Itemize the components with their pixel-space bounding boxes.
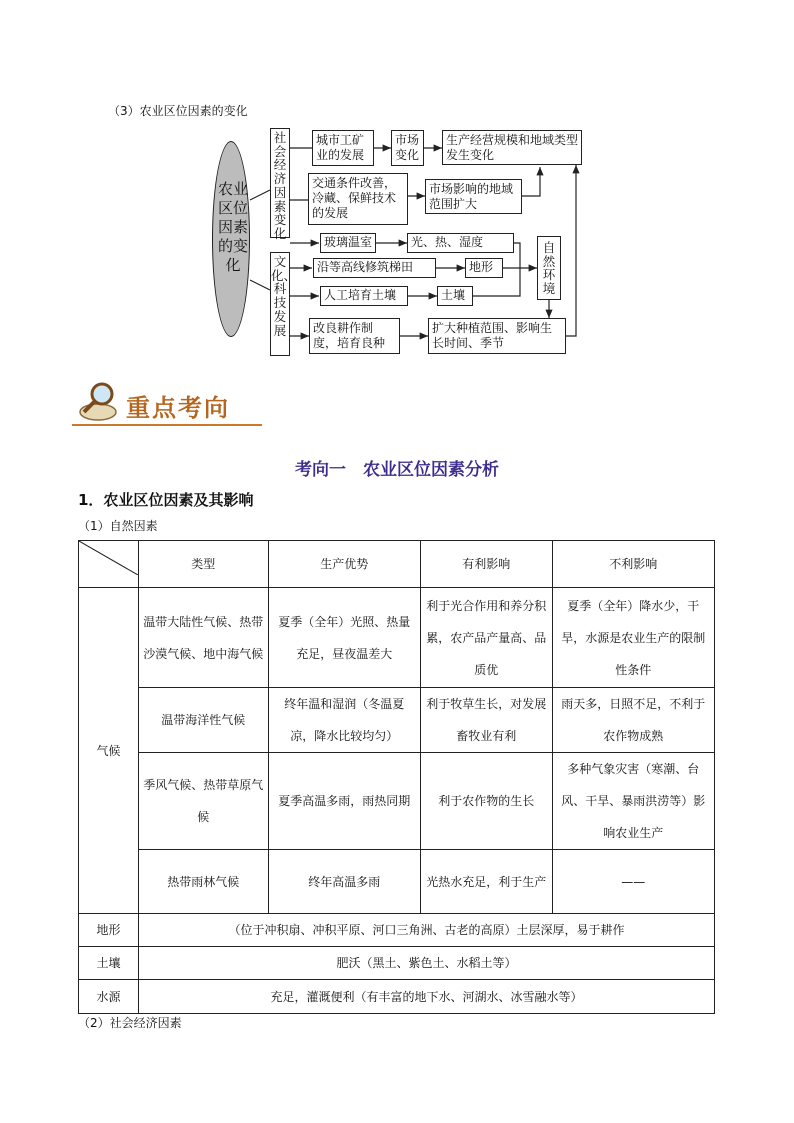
table-row <box>79 588 715 688</box>
table-row <box>79 914 715 947</box>
improve-box: 改良耕作制度，培育良种 <box>309 318 400 354</box>
diagonal-line <box>79 541 138 575</box>
table-header-row <box>79 541 715 588</box>
light-heat-box: 光、热、湿度 <box>407 233 514 253</box>
soil-text: 肥沃（黑土、紫色土、水稻土等） <box>139 947 715 980</box>
row4-type: 热带雨林气候 <box>139 850 269 914</box>
row3-type: 季风气候、热带草原气候 <box>139 753 269 850</box>
row3-advantage: 夏季高温多雨，雨热同期 <box>268 753 420 850</box>
water-label: 水源 <box>79 980 139 1014</box>
terrain-box: 地形 <box>465 258 503 278</box>
market-range-box: 市场影响的地域范围扩大 <box>425 179 522 214</box>
expand-box: 扩大种植范围、影响生长时间、季节 <box>428 318 566 354</box>
banner-underline <box>72 424 262 426</box>
soil-label: 土壤 <box>79 947 139 980</box>
market-change-box: 市场变化 <box>391 130 424 166</box>
table-row <box>79 688 715 753</box>
row4-favorable: 光热水充足，利于生产 <box>421 850 553 914</box>
row3-unfavorable: 多种气象灾害（寒潮、台风、干旱、暴雨洪涝等）影响农业生产 <box>552 753 714 850</box>
table-row <box>79 850 715 914</box>
natural-factors-table <box>78 540 715 1014</box>
table-row <box>79 753 715 850</box>
transport-box: 交通条件改善，冷藏、保鲜技术的发展 <box>308 173 408 225</box>
row2-unfavorable: 雨天多，日照不足，不利于农作物成熟 <box>552 688 714 753</box>
topic-title: 考向一 农业区位因素分析 <box>295 460 499 480</box>
table-row <box>79 980 715 1014</box>
row2-advantage: 终年温和湿润（冬温夏凉，降水比较均匀） <box>268 688 420 753</box>
header-advantage: 生产优势 <box>268 541 420 588</box>
table-row <box>79 947 715 980</box>
greenhouse-box: 玻璃温室 <box>320 233 376 253</box>
row2-favorable: 利于牧草生长，对发展畜牧业有利 <box>421 688 553 753</box>
heading-1: 1．农业区位因素及其影响 <box>78 491 254 509</box>
banner-text: 重点考向 <box>126 393 230 422</box>
header-favorable: 有利影响 <box>421 541 553 588</box>
diagonal-corner-cell <box>79 541 139 588</box>
row1-type: 温带大陆性气候、热带沙漠气候、地中海气候 <box>139 588 269 688</box>
terrace-box: 沿等高线修筑梯田 <box>313 258 436 278</box>
urban-industry-box: 城市工矿业的发展 <box>312 130 374 166</box>
natural-factors-label: （1）自然因素 <box>78 519 158 533</box>
row2-type: 温带海洋性气候 <box>139 688 269 753</box>
center-label: 农业区位因素的变化 <box>217 180 248 274</box>
soil-box: 土壤 <box>437 286 473 306</box>
row3-favorable: 利于农作物的生长 <box>421 753 553 850</box>
scale-change-box: 生产经营规模和地域类型发生变化 <box>442 130 582 165</box>
magnifier-book-icon <box>78 380 122 424</box>
section-3-label: （3）农业区位因素的变化 <box>108 104 248 118</box>
terrain-text: （位于冲积扇、冲积平原、河口三角洲、古老的高原）土层深厚，易于耕作 <box>139 914 715 947</box>
row4-advantage: 终年高温多雨 <box>268 850 420 914</box>
header-unfavorable: 不利影响 <box>552 541 714 588</box>
row1-unfavorable: 夏季（全年）降水少，干旱，水源是农业生产的限制性条件 <box>552 588 714 688</box>
nature-box: 自然环境 <box>537 236 561 300</box>
artificial-soil-box: 人工培育土壤 <box>320 286 408 306</box>
climate-label: 气候 <box>79 588 139 914</box>
culture-tech-box: 文化、科技发展 <box>270 252 290 356</box>
row4-unfavorable: —— <box>552 850 714 914</box>
header-type: 类型 <box>139 541 269 588</box>
row1-favorable: 利于光合作用和养分积累，农产品产量高、品质优 <box>421 588 553 688</box>
water-text: 充足，灌溉便利（有丰富的地下水、河湖水、冰雪融水等） <box>139 980 715 1014</box>
terrain-label: 地形 <box>79 914 139 947</box>
row1-advantage: 夏季（全年）光照、热量充足，昼夜温差大 <box>268 588 420 688</box>
social-factor-box: 社会经济因素变化 <box>270 128 290 238</box>
socioeconomic-factors-label: （2）社会经济因素 <box>78 1016 182 1030</box>
